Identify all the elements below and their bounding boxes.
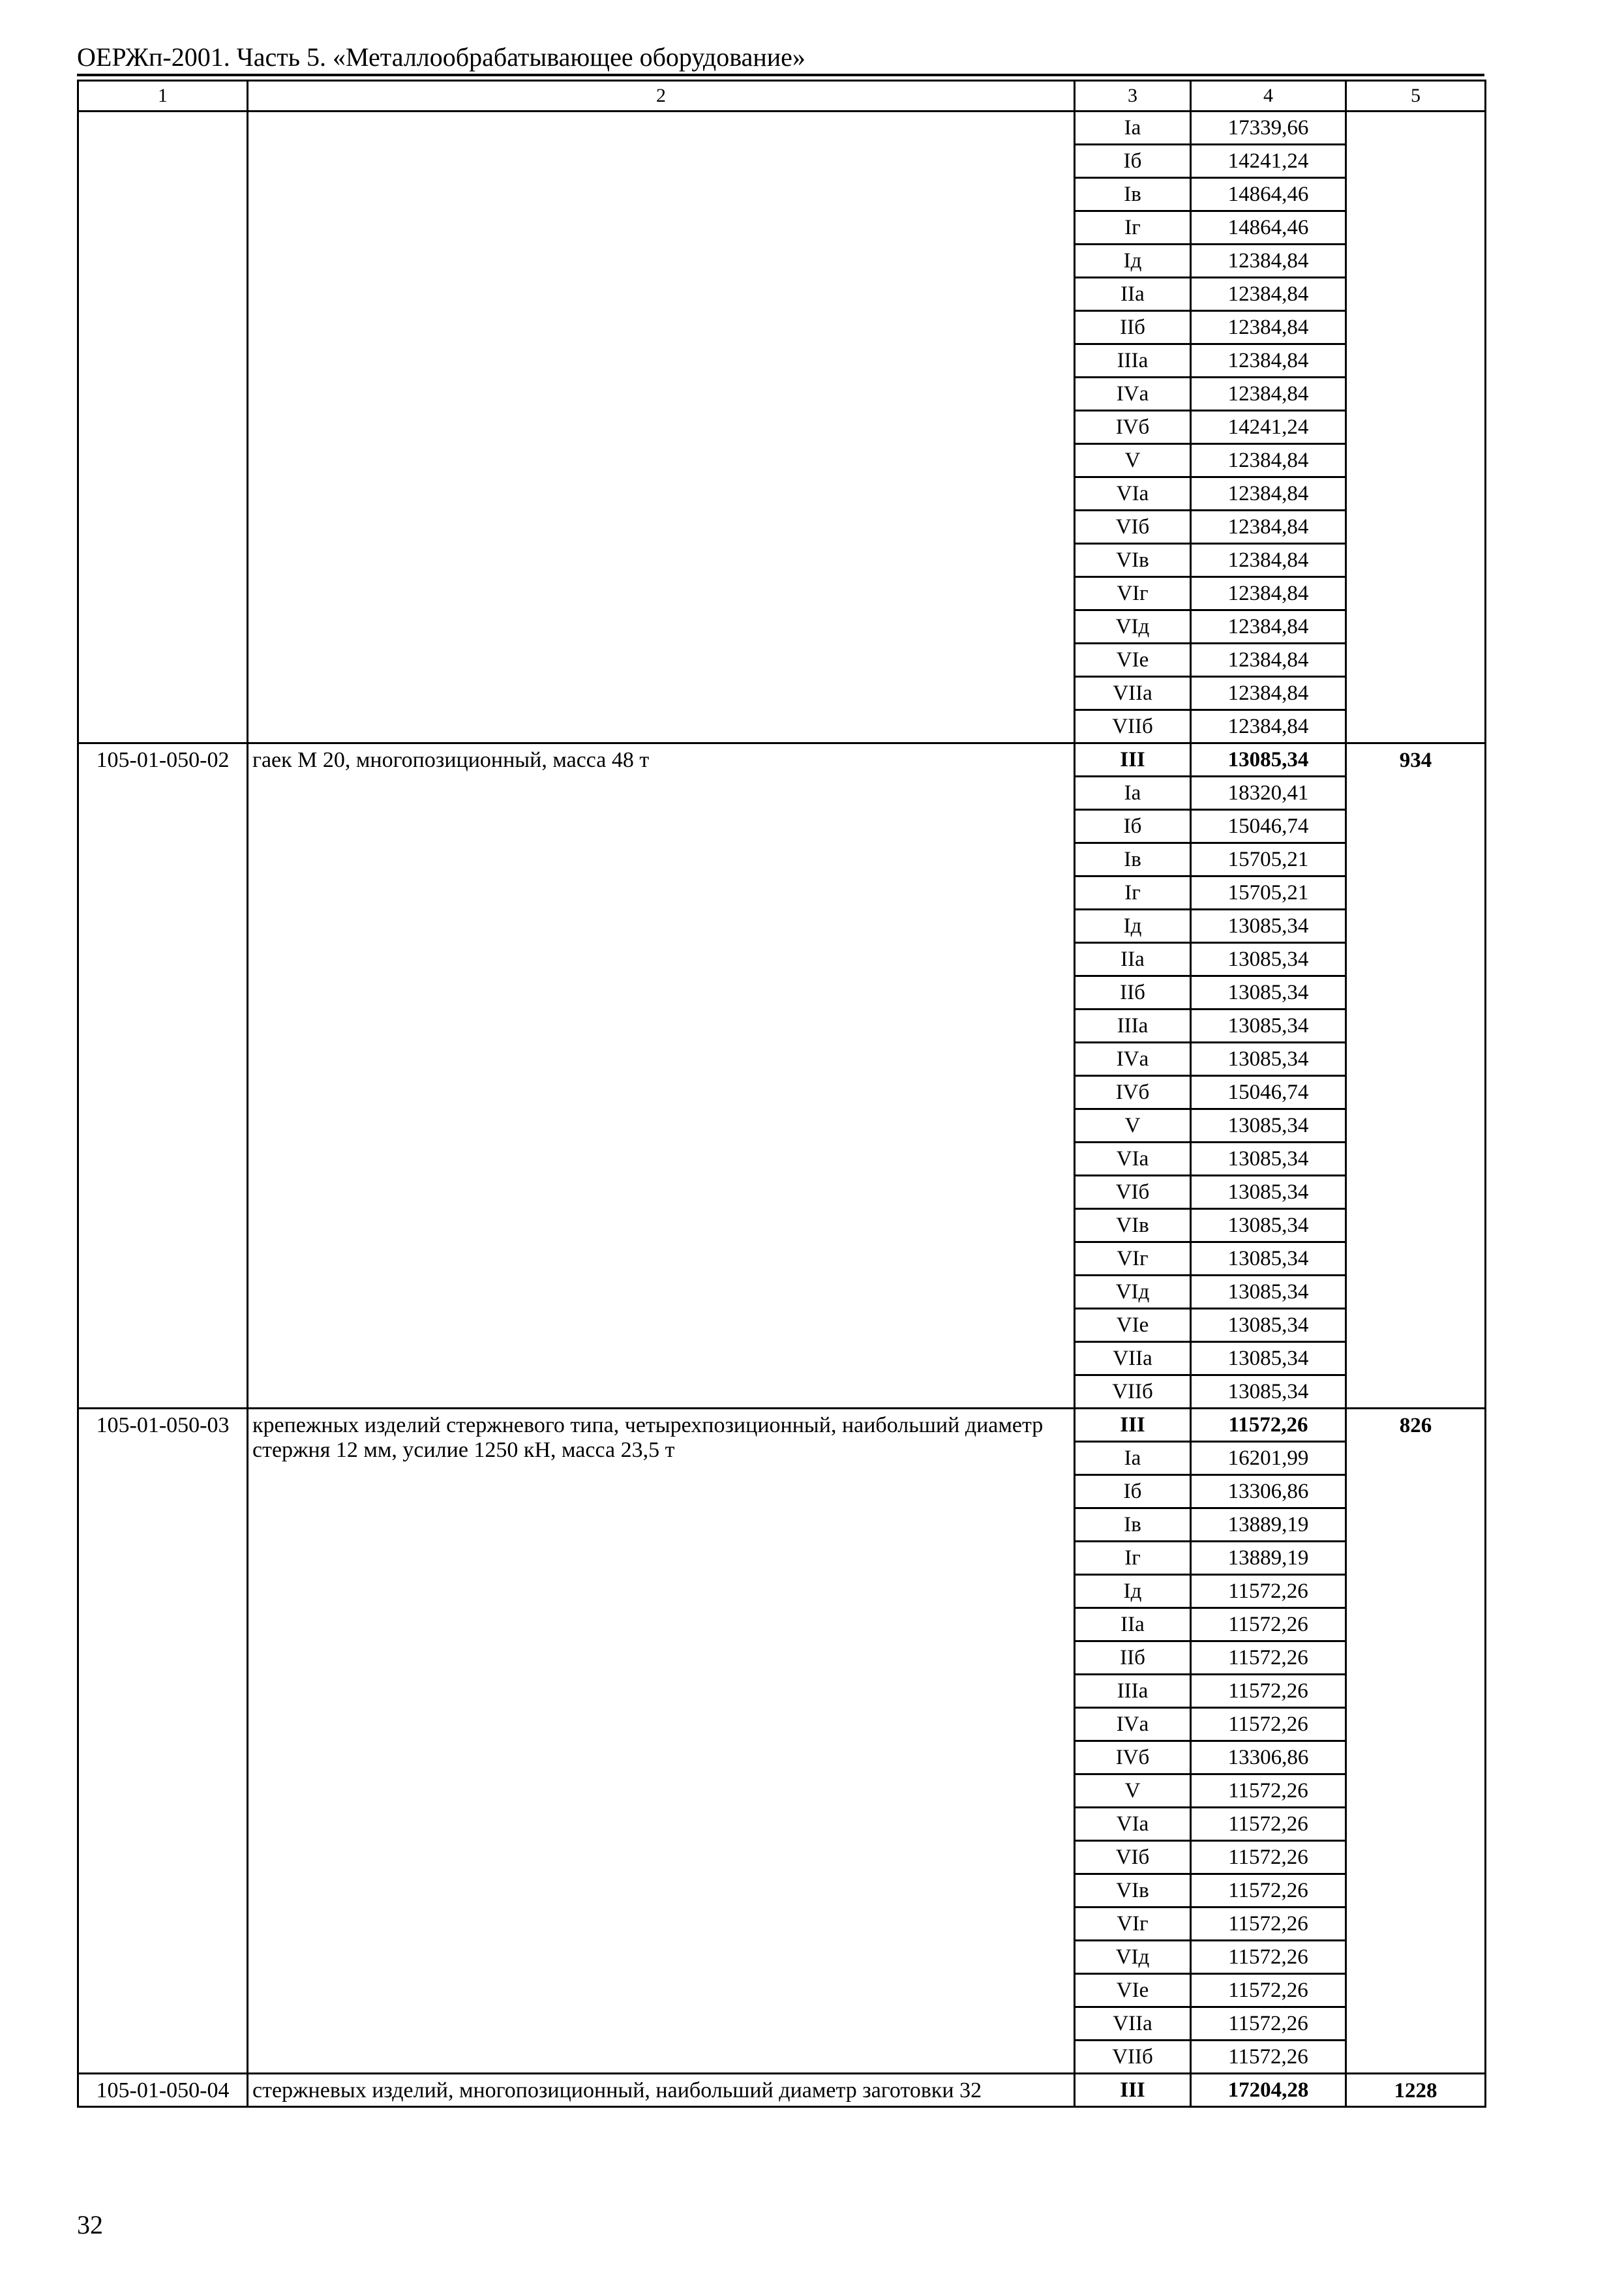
column5-cell xyxy=(1346,112,1486,743)
zone-cell: IIа xyxy=(1075,278,1191,311)
code-cell: 105-01-050-04 xyxy=(78,2074,248,2107)
zone-cell: IIб xyxy=(1075,311,1191,344)
zone-cell: Iа xyxy=(1075,777,1191,810)
zone-cell: IIб xyxy=(1075,976,1191,1010)
value-cell: 13306,86 xyxy=(1191,1475,1346,1508)
zone-cell: V xyxy=(1075,1774,1191,1808)
zone-cell: VIIб xyxy=(1075,1375,1191,1409)
zone-cell: V xyxy=(1075,444,1191,477)
value-cell: 14241,24 xyxy=(1191,145,1346,178)
zone-cell: VIб xyxy=(1075,1841,1191,1874)
value-cell: 11572,26 xyxy=(1191,1974,1346,2007)
description-cell: крепежных изделий стержневого типа, четырехпозиционный, наибольший диаметр стержня 12 мм, усилие 1250 кН, масса 23,5 т xyxy=(248,1409,1075,2074)
value-cell: 13085,34 xyxy=(1191,976,1346,1010)
value-cell: 13085,34 xyxy=(1191,1209,1346,1242)
zone-cell: Iа xyxy=(1075,1442,1191,1475)
value-cell: 12384,84 xyxy=(1191,311,1346,344)
zone-cell: Iб xyxy=(1075,1475,1191,1508)
zone-cell: VIа xyxy=(1075,1143,1191,1176)
zone-cell: IIа xyxy=(1075,943,1191,976)
zone-cell: IVб xyxy=(1075,1076,1191,1109)
zone-cell: VIIа xyxy=(1075,2007,1191,2041)
code-cell: 105-01-050-03 xyxy=(78,1409,248,2074)
value-cell: 13306,86 xyxy=(1191,1741,1346,1774)
value-cell: 12384,84 xyxy=(1191,245,1346,278)
value-cell: 12384,84 xyxy=(1191,610,1346,644)
description-cell: гаек М 20, многопозиционный, масса 48 т xyxy=(248,743,1075,1409)
zone-cell: VIг xyxy=(1075,577,1191,610)
zone-cell: VIг xyxy=(1075,1242,1191,1276)
value-cell: 13085,34 xyxy=(1191,1375,1346,1409)
zone-cell: VIа xyxy=(1075,477,1191,511)
value-cell: 11572,26 xyxy=(1191,1774,1346,1808)
value-cell: 11572,26 xyxy=(1191,1908,1346,1941)
value-cell: 18320,41 xyxy=(1191,777,1346,810)
value-cell: 11572,26 xyxy=(1191,1941,1346,1974)
value-cell: 11572,26 xyxy=(1191,1841,1346,1874)
value-cell: 15705,21 xyxy=(1191,843,1346,876)
base-zone-cell: III xyxy=(1075,1409,1191,1442)
column5-cell: 1228 xyxy=(1346,2074,1486,2107)
value-cell: 11572,26 xyxy=(1191,1808,1346,1841)
value-cell: 12384,84 xyxy=(1191,644,1346,677)
column5-cell: 826 xyxy=(1346,1409,1486,2074)
base-value-cell: 13085,34 xyxy=(1191,743,1346,777)
base-zone-cell: III xyxy=(1075,2074,1191,2107)
value-cell: 12384,84 xyxy=(1191,544,1346,577)
value-cell: 12384,84 xyxy=(1191,477,1346,511)
zone-cell: VIб xyxy=(1075,511,1191,544)
zone-cell: Iа xyxy=(1075,112,1191,145)
column-number: 2 xyxy=(248,81,1075,112)
zone-cell: VIе xyxy=(1075,644,1191,677)
value-cell: 12384,84 xyxy=(1191,677,1346,710)
value-cell: 13085,34 xyxy=(1191,1143,1346,1176)
value-cell: 15705,21 xyxy=(1191,876,1346,910)
value-cell: 13889,19 xyxy=(1191,1508,1346,1542)
header-rule xyxy=(77,74,1484,76)
zone-cell: Iв xyxy=(1075,843,1191,876)
zone-cell: IVа xyxy=(1075,1708,1191,1741)
rates-table xyxy=(77,80,1486,2108)
zone-cell: VIг xyxy=(1075,1908,1191,1941)
value-cell: 14864,46 xyxy=(1191,211,1346,245)
zone-cell: IIб xyxy=(1075,1641,1191,1675)
column-number-row xyxy=(78,81,1486,112)
value-cell: 12384,84 xyxy=(1191,444,1346,477)
value-cell: 13085,34 xyxy=(1191,1010,1346,1043)
zone-cell: Iг xyxy=(1075,211,1191,245)
code-cell: 105-01-050-02 xyxy=(78,743,248,1409)
zone-cell: V xyxy=(1075,1109,1191,1143)
zone-cell: Iб xyxy=(1075,810,1191,843)
value-cell: 12384,84 xyxy=(1191,511,1346,544)
zone-cell: Iв xyxy=(1075,178,1191,211)
zone-cell: IIIа xyxy=(1075,1010,1191,1043)
value-cell: 14864,46 xyxy=(1191,178,1346,211)
zone-cell: VIв xyxy=(1075,544,1191,577)
description-cell: стержневых изделий, многопозиционный, наибольший диаметр заготовки 32 xyxy=(248,2074,1075,2107)
column5-cell: 934 xyxy=(1346,743,1486,1409)
value-cell: 12384,84 xyxy=(1191,344,1346,378)
zone-cell: VIе xyxy=(1075,1309,1191,1342)
code-cell xyxy=(78,112,248,743)
value-cell: 13085,34 xyxy=(1191,1342,1346,1375)
column-number: 3 xyxy=(1075,81,1191,112)
value-cell: 12384,84 xyxy=(1191,378,1346,411)
zone-cell: VIе xyxy=(1075,1974,1191,2007)
zone-cell: Iб xyxy=(1075,145,1191,178)
base-zone-cell: III xyxy=(1075,743,1191,777)
zone-cell: Iг xyxy=(1075,1542,1191,1575)
zone-cell: Iд xyxy=(1075,1575,1191,1608)
value-cell: 12384,84 xyxy=(1191,278,1346,311)
value-cell: 11572,26 xyxy=(1191,1874,1346,1908)
table-row xyxy=(78,743,1486,777)
value-cell: 13085,34 xyxy=(1191,1309,1346,1342)
page-header: ОЕРЖп-2001. Часть 5. «Металлообрабатывающее оборудование» xyxy=(77,42,805,72)
value-cell: 13085,34 xyxy=(1191,1109,1346,1143)
zone-cell: VIIа xyxy=(1075,677,1191,710)
zone-cell: IVб xyxy=(1075,411,1191,444)
value-cell: 13085,34 xyxy=(1191,943,1346,976)
value-cell: 11572,26 xyxy=(1191,1608,1346,1641)
value-cell: 15046,74 xyxy=(1191,1076,1346,1109)
value-cell: 12384,84 xyxy=(1191,710,1346,743)
zone-cell: VIд xyxy=(1075,1276,1191,1309)
value-cell: 16201,99 xyxy=(1191,1442,1346,1475)
zone-cell: IIа xyxy=(1075,1608,1191,1641)
zone-cell: VIв xyxy=(1075,1209,1191,1242)
zone-cell: VIв xyxy=(1075,1874,1191,1908)
value-cell: 11572,26 xyxy=(1191,2041,1346,2074)
zone-cell: VIа xyxy=(1075,1808,1191,1841)
value-cell: 13085,34 xyxy=(1191,1176,1346,1209)
value-cell: 13085,34 xyxy=(1191,1276,1346,1309)
value-cell: 13085,34 xyxy=(1191,1043,1346,1076)
zone-cell: Iг xyxy=(1075,876,1191,910)
value-cell: 11572,26 xyxy=(1191,2007,1346,2041)
value-cell: 13085,34 xyxy=(1191,1242,1346,1276)
zone-cell: VIб xyxy=(1075,1176,1191,1209)
zone-cell: Iд xyxy=(1075,245,1191,278)
zone-cell: VIIб xyxy=(1075,710,1191,743)
zone-cell: VIIа xyxy=(1075,1342,1191,1375)
zone-cell: IVа xyxy=(1075,1043,1191,1076)
base-value-cell: 17204,28 xyxy=(1191,2074,1346,2107)
column-number: 5 xyxy=(1346,81,1486,112)
description-cell xyxy=(248,112,1075,743)
value-cell: 11572,26 xyxy=(1191,1641,1346,1675)
table-row xyxy=(78,1409,1486,1442)
value-cell: 13889,19 xyxy=(1191,1542,1346,1575)
table-row xyxy=(78,112,1486,145)
value-cell: 11572,26 xyxy=(1191,1708,1346,1741)
value-cell: 14241,24 xyxy=(1191,411,1346,444)
zone-cell: Iв xyxy=(1075,1508,1191,1542)
base-value-cell: 11572,26 xyxy=(1191,1409,1346,1442)
column-number: 1 xyxy=(78,81,248,112)
column-number: 4 xyxy=(1191,81,1346,112)
zone-cell: Iд xyxy=(1075,910,1191,943)
zone-cell: IIIа xyxy=(1075,1675,1191,1708)
value-cell: 15046,74 xyxy=(1191,810,1346,843)
zone-cell: IVа xyxy=(1075,378,1191,411)
value-cell: 11572,26 xyxy=(1191,1675,1346,1708)
zone-cell: VIд xyxy=(1075,610,1191,644)
zone-cell: VIIб xyxy=(1075,2041,1191,2074)
value-cell: 11572,26 xyxy=(1191,1575,1346,1608)
value-cell: 17339,66 xyxy=(1191,112,1346,145)
table-row xyxy=(78,2074,1486,2107)
page-number: 32 xyxy=(77,2210,103,2239)
zone-cell: IIIа xyxy=(1075,344,1191,378)
zone-cell: IVб xyxy=(1075,1741,1191,1774)
value-cell: 12384,84 xyxy=(1191,577,1346,610)
value-cell: 13085,34 xyxy=(1191,910,1346,943)
zone-cell: VIд xyxy=(1075,1941,1191,1974)
